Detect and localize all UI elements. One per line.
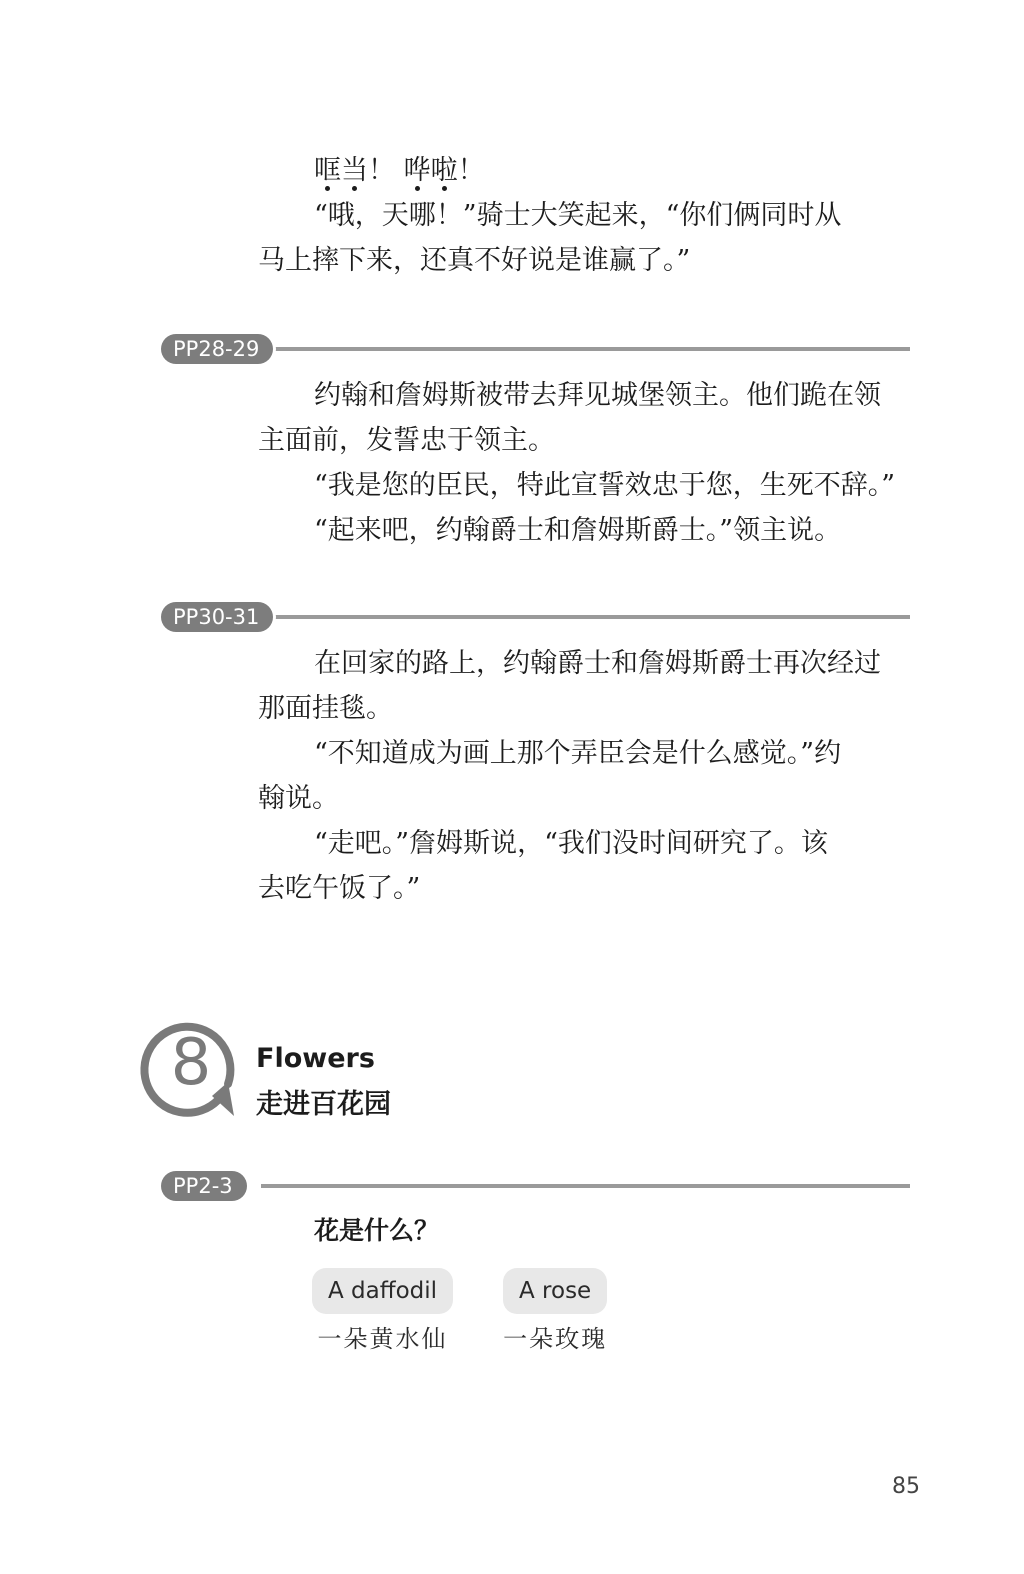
paragraph-line: “起来吧，约翰爵士和詹姆斯爵士。”领主说。: [314, 515, 842, 546]
section-header-pp30-31: [161, 602, 910, 632]
section-header-pp2-3: [161, 1171, 910, 1201]
paragraph-line: 翰说。: [258, 783, 339, 814]
chapter-title-cn: 走进百花园: [256, 1089, 391, 1120]
section-text-pp28-29: [258, 373, 910, 553]
chapter-number-badge-icon: [140, 1012, 240, 1122]
paragraph-line: 那面挂毯。: [258, 693, 393, 724]
section-rule: [261, 1184, 910, 1188]
vocab-item-rose: [503, 1268, 607, 1356]
section-rule: [261, 615, 910, 619]
paragraph-line: 主面前，发誓忠于领主。: [258, 425, 555, 456]
chapter-heading: [140, 1012, 540, 1132]
section-text-pp30-31: [258, 641, 910, 911]
paragraph-line: 马上摔下来，还真不好说是谁赢了。”: [258, 245, 691, 276]
intro-paragraph: [258, 193, 910, 283]
emphasis-dots: [404, 186, 458, 191]
vocab-english: A rose: [503, 1268, 607, 1314]
section-tag: PP28-29: [161, 334, 273, 364]
section-tag: PP2-3: [161, 1171, 247, 1201]
chapter-title-en: Flowers: [256, 1043, 375, 1074]
vocab-question: 花是什么？: [314, 1216, 440, 1245]
paragraph-line: “不知道成为画上那个弄臣会是什么感觉。”约: [314, 738, 842, 769]
exclamation-2: ！: [457, 155, 485, 186]
onomatopoeia-word-1: 哐当: [314, 148, 368, 193]
section-tag: PP30-31: [161, 602, 273, 632]
page-number: 85: [892, 1474, 920, 1499]
vocab-english: A daffodil: [312, 1268, 453, 1314]
vocab-chinese: 一朵黄水仙: [317, 1325, 448, 1353]
vocab-item-daffodil: [312, 1268, 453, 1356]
paragraph-line: 约翰和詹姆斯被带去拜见城堡领主。他们跪在领: [314, 380, 881, 411]
onomatopoeia-word-2: 哗啦: [404, 148, 458, 193]
vocab-chinese: 一朵玫瑰: [503, 1325, 608, 1353]
chapter-number: 8: [170, 1026, 212, 1100]
exclamation-1: ！: [368, 155, 395, 186]
paragraph-line: “我是您的臣民，特此宣誓效忠于您，生死不辞。”: [314, 470, 896, 501]
emphasis-dots: [314, 186, 368, 191]
paragraph-line: 在回家的路上，约翰爵士和詹姆斯爵士再次经过: [314, 648, 881, 679]
paragraph-line: 去吃午饭了。”: [258, 873, 421, 904]
paragraph-line: “走吧。”詹姆斯说，“我们没时间研究了。该: [314, 828, 828, 859]
paragraph-line: “哦，天哪！”骑士大笑起来，“你们俩同时从: [314, 200, 842, 231]
onomatopoeia-line: [314, 148, 485, 193]
section-rule: [261, 347, 910, 351]
section-header-pp28-29: [161, 334, 910, 364]
